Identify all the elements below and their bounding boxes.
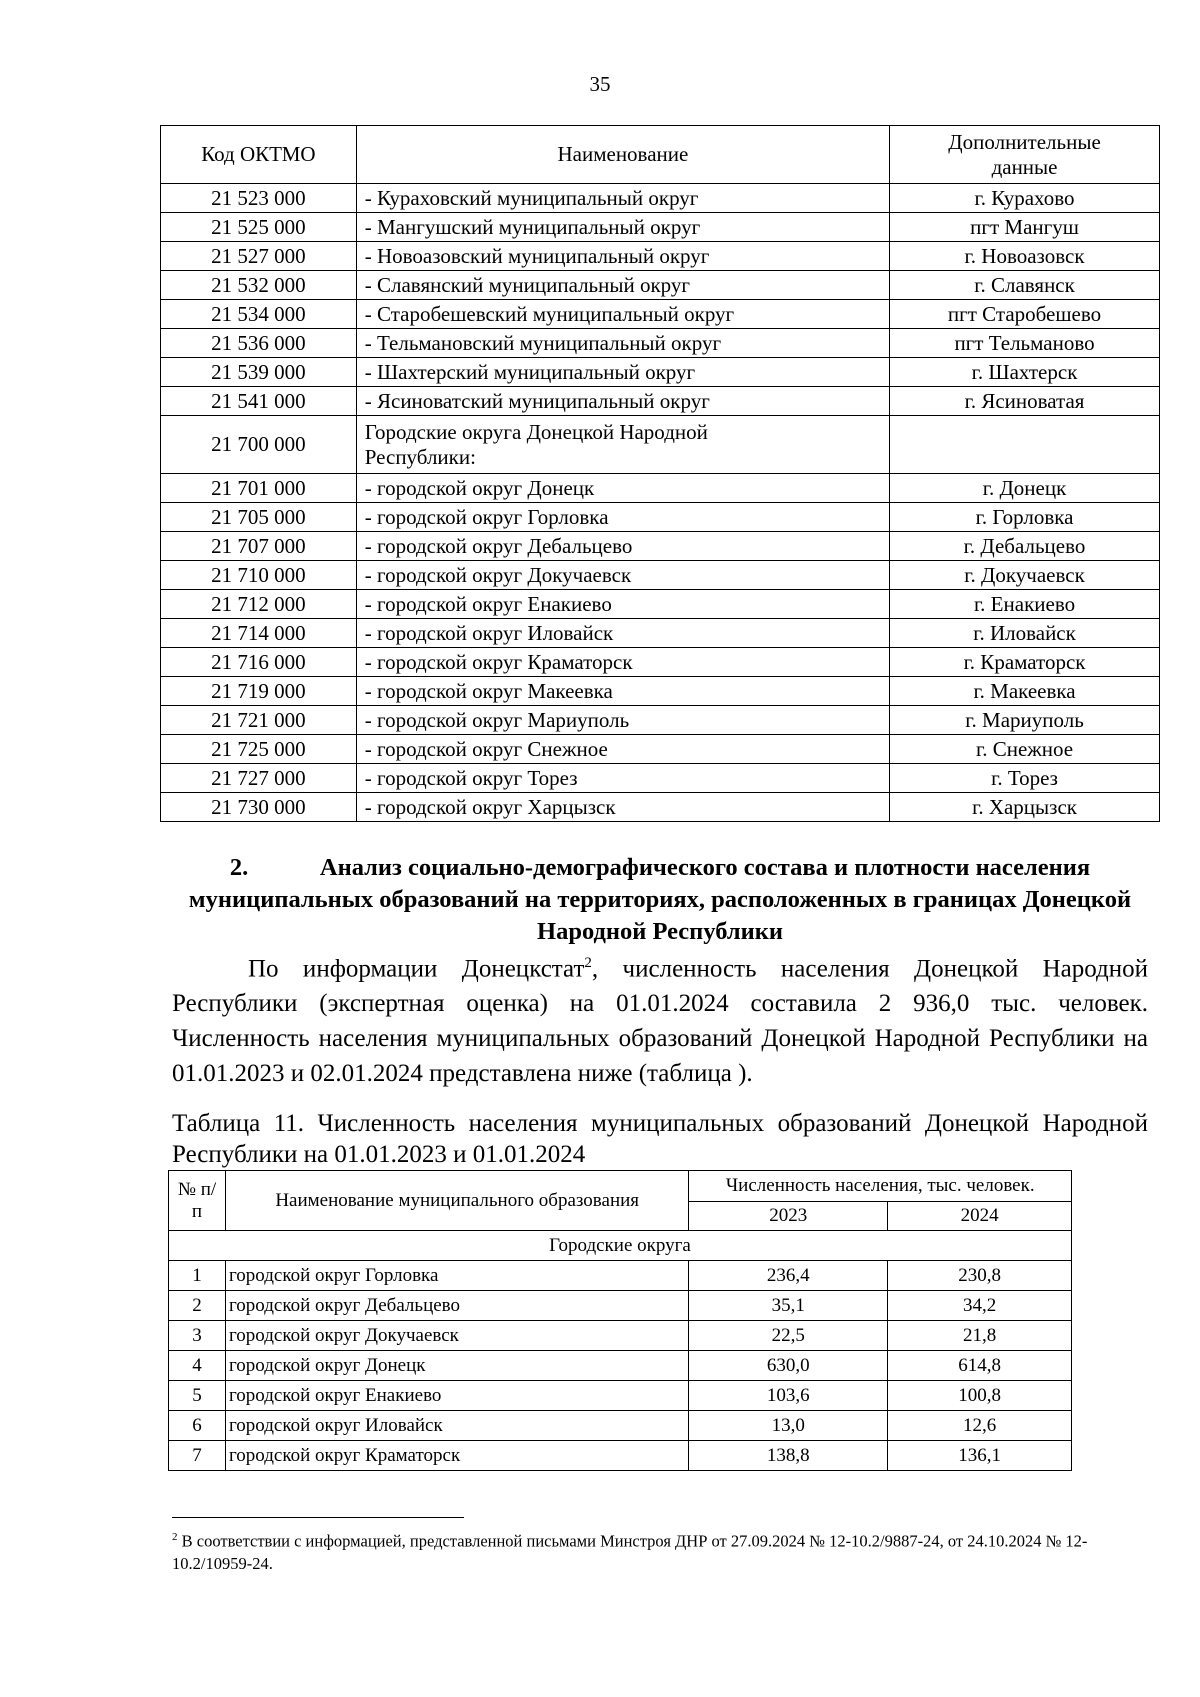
oktmo-name-cell: - городской округ Докучаевск — [356, 561, 889, 590]
oktmo-name-cell: - Кураховский муниципальный округ — [356, 184, 889, 213]
population-2023-cell: 236,4 — [689, 1261, 888, 1291]
oktmo-name-cell: - городской округ Енакиево — [356, 590, 889, 619]
population-2024-cell: 100,8 — [888, 1381, 1072, 1411]
population-table-row — [169, 1321, 1072, 1351]
oktmo-code-cell: 21 539 000 — [161, 358, 357, 387]
population-2024-cell: 12,6 — [888, 1411, 1072, 1441]
oktmo-name-cell: - городской округ Снежное — [356, 735, 889, 764]
oktmo-code-cell: 21 721 000 — [161, 706, 357, 735]
population-2023-cell: 35,1 — [689, 1291, 888, 1321]
population-number-cell: 7 — [169, 1441, 226, 1471]
oktmo-table-row — [161, 184, 1160, 213]
footnote-divider — [172, 1517, 464, 1518]
oktmo-table-body — [161, 184, 1160, 822]
population-number-cell: 6 — [169, 1411, 226, 1441]
population-2023-cell: 138,8 — [689, 1441, 888, 1471]
population-number-cell: 2 — [169, 1291, 226, 1321]
oktmo-name-cell: - Старобешевский муниципальный округ — [356, 300, 889, 329]
oktmo-code-cell: 21 701 000 — [161, 474, 357, 503]
population-table-body — [169, 1231, 1072, 1471]
oktmo-extra-cell: пгт Мангуш — [890, 213, 1160, 242]
footnote — [172, 1526, 1148, 1575]
population-table-row — [169, 1351, 1072, 1381]
paragraph-text-start: По информации Донецкстат — [248, 955, 585, 983]
body-paragraph — [172, 946, 1148, 1091]
oktmo-table-row — [161, 590, 1160, 619]
oktmo-name-cell: Городские округа Донецкой Народной Республики: — [356, 416, 889, 474]
oktmo-table-row — [161, 242, 1160, 271]
paragraph-text-end: , численность населения Донецкой Народной Республики (экспертная оценка) на 01.01.2024 составила 2 936,0 тыс. человек. Численность населения муниципальных образований Донецкой Народной Республики на 01.01.2023 и 02.01.2024 представлена ниже (таблица ). — [172, 955, 1148, 1088]
oktmo-name-cell: - городской округ Макеевка — [356, 677, 889, 706]
population-table-row — [169, 1411, 1072, 1441]
oktmo-table-row — [161, 213, 1160, 242]
oktmo-code-cell: 21 710 000 — [161, 561, 357, 590]
oktmo-extra-cell: пгт Старобешево — [890, 300, 1160, 329]
section-title: Анализ социально-демографического состава и плотности населения муниципальных образований на территориях, расположенных в границах Донецкой Народной Республики — [188, 854, 1132, 945]
oktmo-extra-cell: г. Славянск — [890, 271, 1160, 300]
oktmo-extra-cell: пгт Тельманово — [890, 329, 1160, 358]
population-header-name: Наименование муниципального образования — [225, 1171, 688, 1231]
oktmo-code-cell: 21 707 000 — [161, 532, 357, 561]
population-2023-cell: 22,5 — [689, 1321, 888, 1351]
population-header-row-1 — [169, 1171, 1072, 1202]
oktmo-code-cell: 21 719 000 — [161, 677, 357, 706]
population-group-label: Городские округа — [169, 1231, 1072, 1261]
oktmo-table-row — [161, 793, 1160, 822]
population-header-year-2024: 2024 — [888, 1202, 1072, 1231]
population-name-cell: городской округ Енакиево — [225, 1381, 688, 1411]
oktmo-extra-cell: г. Горловка — [890, 503, 1160, 532]
oktmo-code-cell: 21 527 000 — [161, 242, 357, 271]
oktmo-table-row — [161, 387, 1160, 416]
oktmo-extra-cell: г. Макеевка — [890, 677, 1160, 706]
oktmo-name-cell: - Мангушский муниципальный округ — [356, 213, 889, 242]
footnote-text: В соответствии с информацией, представленной письмами Минстроя ДНР от 27.09.2024 № 12-10.2/9887-24, от 24.10.2024 № 12-10.2/10959-24. — [172, 1531, 1088, 1573]
oktmo-extra-cell: г. Снежное — [890, 735, 1160, 764]
population-name-cell: городской округ Иловайск — [225, 1411, 688, 1441]
oktmo-table-row — [161, 677, 1160, 706]
oktmo-name-cell: - Шахтерский муниципальный округ — [356, 358, 889, 387]
population-table — [168, 1170, 1072, 1471]
oktmo-extra-cell: г. Курахово — [890, 184, 1160, 213]
population-name-cell: городской округ Горловка — [225, 1261, 688, 1291]
page-number: 35 — [589, 72, 611, 96]
population-2024-cell: 230,8 — [888, 1261, 1072, 1291]
oktmo-code-cell: 21 725 000 — [161, 735, 357, 764]
population-name-cell: городской округ Дебальцево — [225, 1291, 688, 1321]
oktmo-extra-cell: г. Докучаевск — [890, 561, 1160, 590]
oktmo-extra-cell: г. Донецк — [890, 474, 1160, 503]
oktmo-header-row — [161, 126, 1160, 184]
section-number: 2. — [229, 854, 249, 881]
population-number-cell: 4 — [169, 1351, 226, 1381]
oktmo-code-cell: 21 712 000 — [161, 590, 357, 619]
oktmo-table-row — [161, 648, 1160, 677]
oktmo-code-cell: 21 534 000 — [161, 300, 357, 329]
oktmo-table-row — [161, 706, 1160, 735]
oktmo-table-row — [161, 358, 1160, 387]
oktmo-code-cell: 21 714 000 — [161, 619, 357, 648]
oktmo-code-cell: 21 536 000 — [161, 329, 357, 358]
population-header-year-2023: 2023 — [689, 1202, 888, 1231]
population-2023-cell: 103,6 — [689, 1381, 888, 1411]
population-table-row — [169, 1291, 1072, 1321]
oktmo-table-row — [161, 474, 1160, 503]
oktmo-extra-cell: г. Харцызск — [890, 793, 1160, 822]
oktmo-name-cell: - городской округ Иловайск — [356, 619, 889, 648]
oktmo-extra-cell: г. Ясиноватая — [890, 387, 1160, 416]
oktmo-table-row — [161, 300, 1160, 329]
population-2023-cell: 630,0 — [689, 1351, 888, 1381]
oktmo-extra-cell: г. Мариуполь — [890, 706, 1160, 735]
oktmo-header-extra: Дополнительные данные — [890, 126, 1160, 184]
population-table-row — [169, 1441, 1072, 1471]
oktmo-name-cell: - Славянский муниципальный округ — [356, 271, 889, 300]
oktmo-extra-cell: г. Новоазовск — [890, 242, 1160, 271]
population-table-row — [169, 1261, 1072, 1291]
population-2024-cell: 614,8 — [888, 1351, 1072, 1381]
oktmo-table-row — [161, 271, 1160, 300]
oktmo-name-cell: - городской округ Мариуполь — [356, 706, 889, 735]
oktmo-extra-cell: г. Торез — [890, 764, 1160, 793]
oktmo-header-name: Наименование — [356, 126, 889, 184]
oktmo-code-cell: 21 532 000 — [161, 271, 357, 300]
population-group-row — [169, 1231, 1072, 1261]
population-header-population: Численность населения, тыс. человек. — [689, 1171, 1072, 1202]
oktmo-table — [160, 125, 1160, 822]
population-number-cell: 3 — [169, 1321, 226, 1351]
oktmo-extra-cell: г. Краматорск — [890, 648, 1160, 677]
oktmo-code-cell: 21 523 000 — [161, 184, 357, 213]
population-2024-cell: 34,2 — [888, 1291, 1072, 1321]
population-2024-cell: 21,8 — [888, 1321, 1072, 1351]
oktmo-code-cell: 21 716 000 — [161, 648, 357, 677]
population-name-cell: городской округ Донецк — [225, 1351, 688, 1381]
oktmo-code-cell: 21 525 000 — [161, 213, 357, 242]
oktmo-table-row — [161, 329, 1160, 358]
oktmo-table-row — [161, 532, 1160, 561]
population-number-cell: 5 — [169, 1381, 226, 1411]
oktmo-name-cell: - городской округ Донецк — [356, 474, 889, 503]
oktmo-name-cell: - Новоазовский муниципальный округ — [356, 242, 889, 271]
table-caption: Таблица 11. Численность населения муниципальных образований Донецкой Народной Республики на 01.01.2023 и 01.01.2024 — [172, 1110, 1148, 1168]
oktmo-table-row — [161, 416, 1160, 474]
population-header-number: № п/п — [169, 1171, 226, 1231]
population-name-cell: городской округ Докучаевск — [225, 1321, 688, 1351]
oktmo-header-code: Код ОКТМО — [161, 126, 357, 184]
population-2024-cell: 136,1 — [888, 1441, 1072, 1471]
population-name-cell: городской округ Краматорск — [225, 1441, 688, 1471]
section-heading — [160, 852, 1160, 948]
oktmo-name-cell: - городской округ Горловка — [356, 503, 889, 532]
oktmo-code-cell: 21 705 000 — [161, 503, 357, 532]
oktmo-extra-cell: г. Шахтерск — [890, 358, 1160, 387]
population-table-row — [169, 1381, 1072, 1411]
oktmo-table-row — [161, 561, 1160, 590]
oktmo-extra-cell: г. Дебальцево — [890, 532, 1160, 561]
population-2023-cell: 13,0 — [689, 1411, 888, 1441]
oktmo-name-cell: - городской округ Харцызск — [356, 793, 889, 822]
oktmo-extra-cell — [890, 416, 1160, 474]
oktmo-name-cell: - городской округ Краматорск — [356, 648, 889, 677]
oktmo-table-row — [161, 735, 1160, 764]
oktmo-table-row — [161, 503, 1160, 532]
oktmo-name-cell: - городской округ Дебальцево — [356, 532, 889, 561]
oktmo-code-cell: 21 730 000 — [161, 793, 357, 822]
footnote-marker: 2 — [172, 1531, 178, 1543]
oktmo-name-cell: - Тельмановский муниципальный округ — [356, 329, 889, 358]
oktmo-code-cell: 21 700 000 — [161, 416, 357, 474]
oktmo-name-cell: - Ясиноватский муниципальный округ — [356, 387, 889, 416]
oktmo-code-cell: 21 727 000 — [161, 764, 357, 793]
oktmo-table-row — [161, 764, 1160, 793]
oktmo-extra-cell: г. Енакиево — [890, 590, 1160, 619]
oktmo-table-row — [161, 619, 1160, 648]
oktmo-extra-cell: г. Иловайск — [890, 619, 1160, 648]
population-number-cell: 1 — [169, 1261, 226, 1291]
oktmo-code-cell: 21 541 000 — [161, 387, 357, 416]
footnote-reference: 2 — [584, 955, 592, 971]
oktmo-name-cell: - городской округ Торез — [356, 764, 889, 793]
